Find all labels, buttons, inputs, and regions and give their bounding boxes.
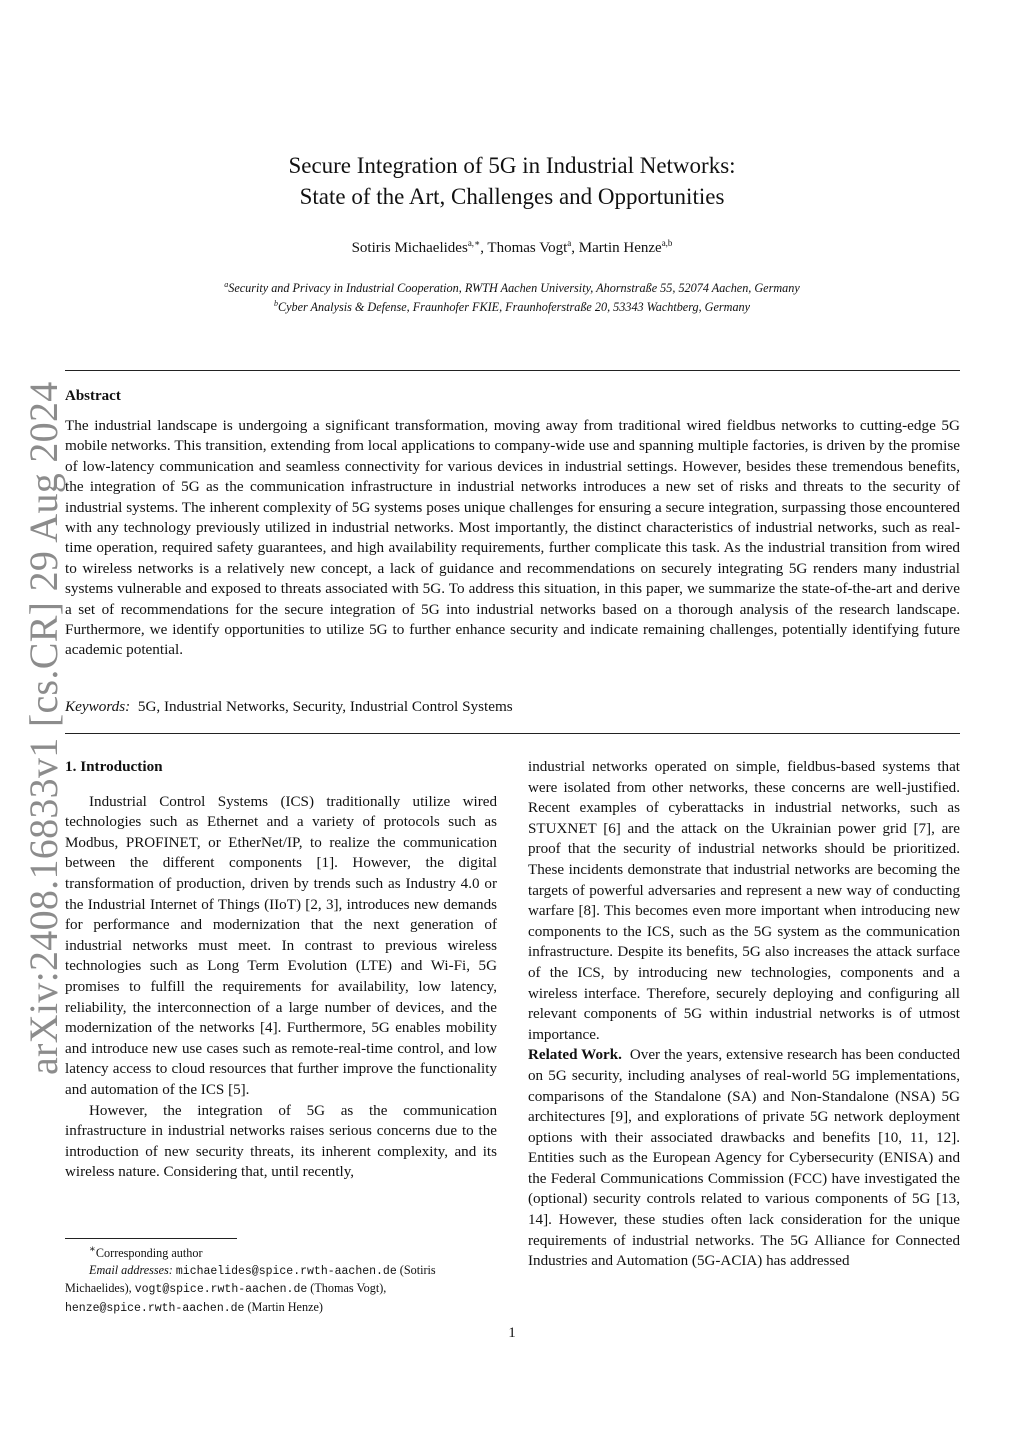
paragraph-related-work: [528, 1045, 960, 1272]
email-address[interactable]: henze@spice.rwth-aachen.de: [65, 1301, 245, 1315]
affiliation: [0, 277, 1024, 296]
title-line-1: Secure Integration of 5G in Industrial Networks:: [288, 153, 736, 178]
author-list: Sotiris Michaelides$^{a,∗}$, Thomas Vogt$^a$, Martin Henze$^{a,b}$: [351, 238, 673, 256]
affiliation-mark: a: [224, 280, 229, 289]
keywords-label: Keywords:: [65, 698, 131, 715]
arxiv-identifier: arXiv:2408.16833v1 [cs.CR] 29 Aug 2024: [21, 381, 66, 1075]
author-name: Martin Henze: [578, 240, 662, 256]
email-owner: (Sotiris Michaelides),: [65, 1262, 436, 1296]
email-label: Email addresses:: [89, 1262, 173, 1277]
author-name: Sotiris Michaelides: [351, 240, 468, 256]
page-number: 1: [508, 1325, 516, 1341]
author-name: Thomas Vogt: [487, 240, 568, 256]
corresponding-author-text: Corresponding author: [95, 1246, 203, 1261]
keywords: [65, 698, 960, 716]
email-note: [65, 1262, 497, 1318]
affiliation: [0, 296, 1024, 315]
left-column: [65, 757, 497, 1183]
affiliation-text: Cyber Analysis & Defense, Fraunhofer FKIE, Fraunhoferstraße 20, 53343 Wachtberg, Germany: [277, 300, 751, 315]
abstract-bottom-divider: [65, 733, 960, 734]
abstract-top-divider: [65, 370, 960, 371]
email-owner: (Martin Henze): [247, 1299, 323, 1314]
email-address[interactable]: michaelides@spice.rwth-aachen.de: [175, 1264, 397, 1278]
email-owner: (Thomas Vogt),: [310, 1281, 387, 1296]
author-affiliation-mark: a: [567, 238, 572, 248]
footnote-mark: ∗: [89, 1244, 96, 1255]
section-heading: 1. Introduction: [65, 758, 163, 775]
paragraph: Industrial Control Systems (ICS) traditionally utilize wired technologies such as Ethernet and a variety of protocols such as Modbus, PROFINET, or EtherNet/IP, to realize the communication between the different components [1]. However, the digital transformation of production, driven by trends such as Industry 4.0 or the Industrial Internet of Things (IIoT) [2, 3], introduces new demands for performance and modernization that the next generation of industrial networks must meet. In contrast to previous wireless technologies such as Long Term Evolution (LTE) and Wi-Fi, 5G promises to fulfill the requirements for availability, low latency, reliability, the interconnection of a large number of devices, and the modernization of the networks [4]. Furthermore, 5G enables mobility and introduce new use cases such as remote-real-time control, and low latency access to cloud resources that further improve the functionality and automation of the ICS [5].: [65, 793, 497, 1098]
corresponding-author-note: [65, 1242, 497, 1262]
related-work-label: Related Work.: [528, 1047, 622, 1064]
right-column: [528, 757, 960, 1272]
footnotes: [65, 1242, 497, 1317]
paper-title: [0, 150, 1024, 212]
abstract-heading: Abstract: [65, 388, 121, 404]
email-address[interactable]: vogt@spice.rwth-aachen.de: [134, 1283, 308, 1297]
author-affiliation-mark: a,b: [661, 238, 673, 248]
footnote-divider: [65, 1238, 237, 1239]
title-line-2: State of the Art, Challenges and Opportunities: [299, 184, 725, 209]
author-affiliation-mark: a,∗: [467, 238, 481, 248]
paragraph: However, the integration of 5G as the communication infrastructure in industrial networks raises serious concerns due to the introduction of new security threats, its inherent complexity, and its wireless nature. Considering that, until recently,: [65, 1102, 497, 1181]
affiliation-list: [0, 277, 1024, 315]
affiliation-text: Security and Privacy in Industrial Cooperation, RWTH Aachen University, Ahornstraße 55, 52074 Aachen, Germany: [228, 281, 800, 296]
paragraph: industrial networks operated on simple, fieldbus-based systems that were isolated from other networks, these concerns are well-justified. Recent examples of cyberattacks in industrial networks, such as STUXNET [6] and the attack on the Ukrainian power grid [7], are proof that the security of industrial networks should be prioritized. These incidents demonstrate that industrial networks are becoming the targets of powerful adversaries and represent a new way of conducting warfare [8]. This becomes even more important when introducing new components to the ICS, such as the 5G system as the communication infrastructure. Despite its benefits, 5G also increases the attack surface of the ICS, by introducing new technologies, components and a wireless interface. Therefore, securely deploying and configuring all relevant components of 5G within industrial networks is of utmost importance.: [528, 759, 960, 1043]
keywords-text: 5G, Industrial Networks, Security, Industrial Control Systems: [137, 698, 513, 715]
abstract-text: The industrial landscape is undergoing a significant transformation, moving away from traditional wired fieldbus networks to cutting-edge 5G mobile networks. This transition, extending from local applications to company-wide use and spanning multiple factories, is driven by the promise of low-latency communication and seamless connectivity for various devices in industrial settings. However, besides these tremendous benefits, the integration of 5G as the communication infrastructure in industrial networks introduces a new set of risks and threats to the security of industrial systems. The inherent complexity of 5G systems poses unique challenges for ensuring a secure integration, surpassing those encountered with any technology previously utilized in industrial networks. Most importantly, the distinct characteristics of industrial networks, such as real-time operation, required safety guarantees, and high availability requirements, further complicate this task. As the industrial transition from wired to wireless networks is a relatively new concept, a lack of guidance and recommendations on securely integrating 5G renders many industrial systems vulnerable and exposed to threats associated with 5G. To address this situation, in this paper, we summarize the state-of-the-art and derive a set of recommendations for the secure integration of 5G into industrial networks based on a thorough analysis of the research landscape. Furthermore, we identify opportunities to utilize 5G to further enhance security and indicate remaining challenges, potentially identifying future academic potential.: [65, 417, 960, 659]
related-work-text: Over the years, extensive research has been conducted on 5G security, including analyses of real-world 5G implementations, comparisons of the Standalone (SA) and Non-Standalone (NSA) 5G architectures [9], and explorations of private 5G network deployment options with their associated drawbacks and benefits [10, 11, 12]. Entities such as the European Agency for Cybersecurity (ENISA) and the Federal Communications Commission (FCC) have investigated the (optional) security controls related to various components of 5G [13, 14]. However, these studies often lack consideration for the unique requirements of industrial networks. The 5G Alliance for Connected Industries and Automation (5G-ACIA) has addressed: [528, 1047, 961, 1270]
affiliation-mark: b: [273, 299, 278, 309]
